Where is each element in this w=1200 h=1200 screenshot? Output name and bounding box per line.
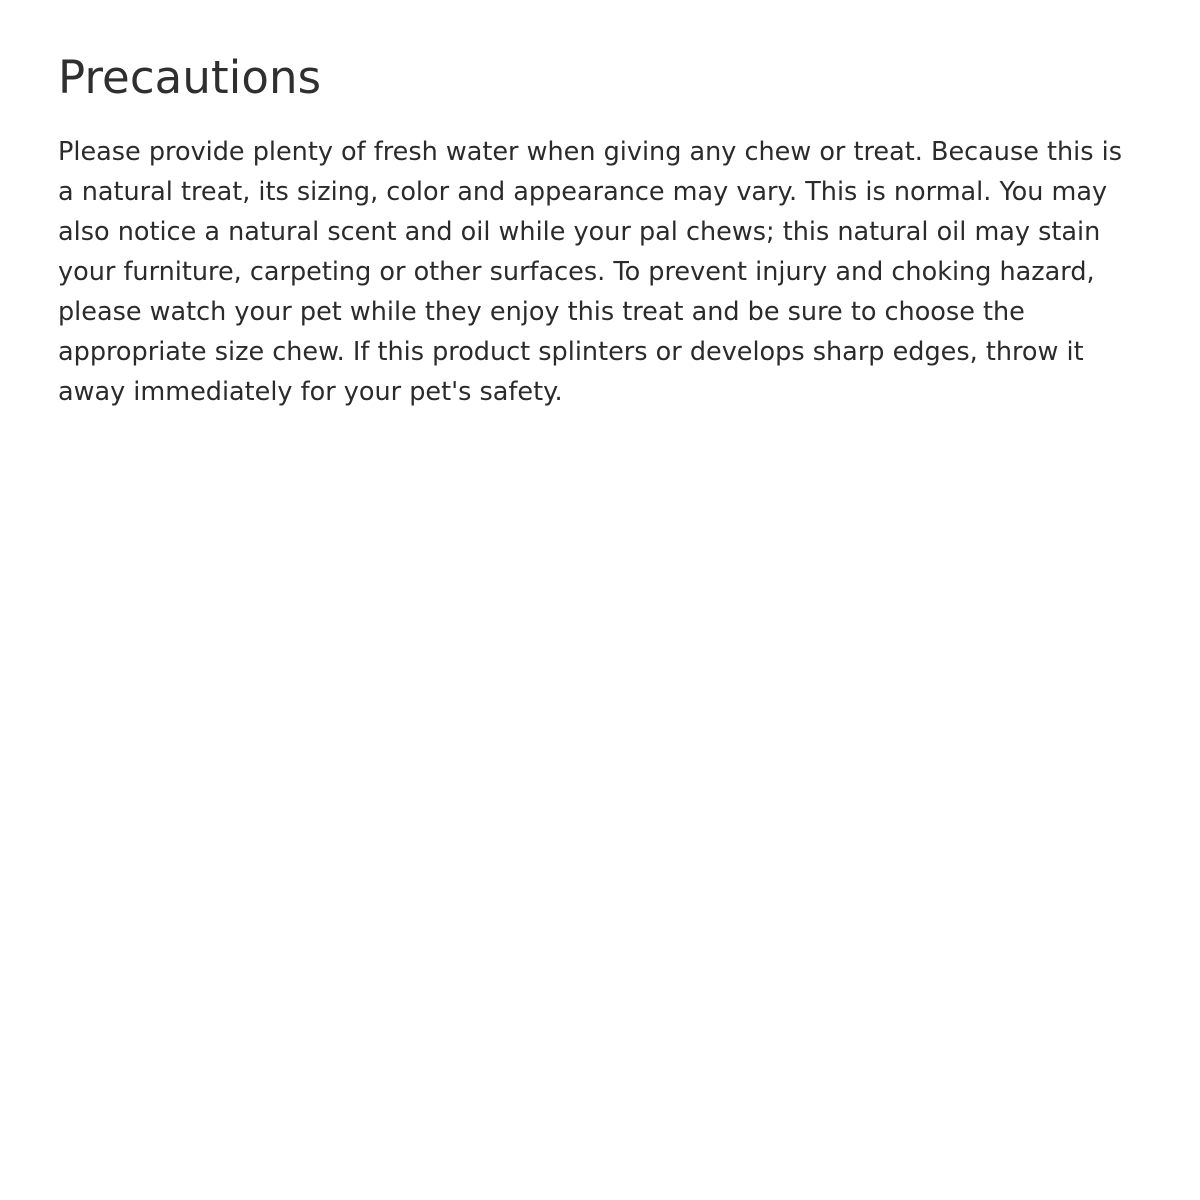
precautions-body-text: Please provide plenty of fresh water when giving any chew or treat. Because this is a natural treat, its sizing, color and appearance may vary. This is normal. You may also notice a natural scent and oil while your pal chews; this natural oil may stain your furniture, carpeting or other surfaces. To prevent injury and choking hazard, please watch your pet while they enjoy this treat and be sure to choose the appropriate size chew. If this product splinters or develops sharp edges, throw it away immediately for your pet's safety. <box>58 137 1123 408</box>
page-title: Precautions <box>58 51 322 104</box>
